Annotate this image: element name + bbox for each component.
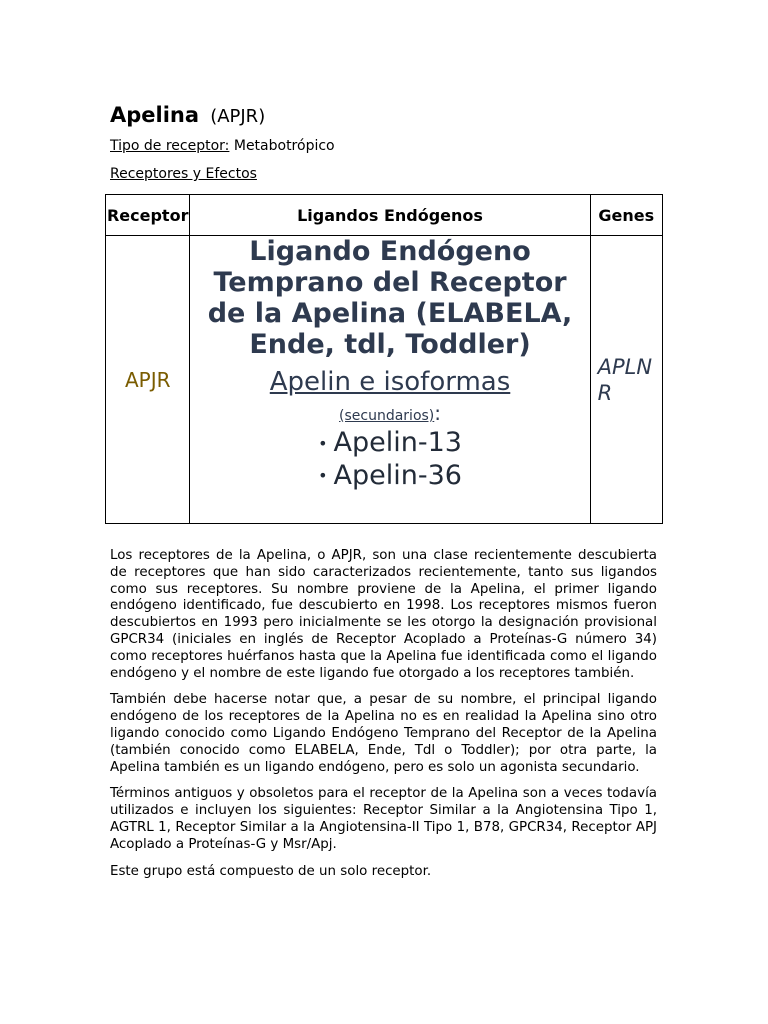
- paragraph: También debe hacerse notar que, a pesar de su nombre, el principal ligando endógeno de los receptores de la Apelina no es en realidad la Apelina sino otro ligando conocido como Ligando Endógeno Temprano del Receptor de la Apelina (también conocido como ELABELA, Ende, Tdl o Toddler); por otra parte, la Apelina también es un ligando endógeno, pero es solo un agonista secundario.: [110, 692, 657, 775]
- ligand-primary: Ligando Endógeno Temprano del Receptor de la Apelina (ELABELA, Ende, tdl, Toddler): [207, 236, 573, 360]
- table-row: [106, 236, 663, 524]
- list-item: [190, 427, 589, 460]
- page-title: [110, 96, 660, 126]
- document-header: [110, 96, 660, 184]
- ligand-secondary-note: (secundarios): [339, 408, 435, 424]
- list-item: [190, 460, 589, 493]
- receptor-type-value: Metabotrópico: [233, 138, 335, 154]
- paragraph: Este grupo está compuesto de un solo receptor.: [110, 863, 432, 879]
- receptor-cell: APJR: [106, 236, 190, 524]
- section-label: Receptores y Efectos: [110, 166, 257, 182]
- ligand-secondary-colon: :: [434, 401, 442, 425]
- ligand-cell: [190, 236, 590, 524]
- header-ligands: Ligandos Endógenos: [190, 195, 590, 236]
- isoform-label: Apelin-13: [333, 427, 462, 458]
- title-suffix: (APJR): [210, 106, 266, 127]
- bullet-icon: •: [318, 466, 328, 485]
- title-main: Apelina: [110, 103, 200, 127]
- receptor-type-label: Tipo de receptor:: [110, 138, 230, 154]
- paragraph: Términos antiguos y obsoletos para el receptor de la Apelina son a veces todavía utilizados e incluyen los siguientes: Receptor Similar a la Angiotensina Tipo 1, AGTRL 1, Receptor Similar a la Angiotensina-II Tipo 1, B78, GPCR34, Receptor APJ Acoplado a Proteínas-G y Msr/Apj.: [110, 786, 657, 852]
- receptor-table: [105, 194, 663, 524]
- isoform-label: Apelin-36: [333, 459, 462, 491]
- paragraph: Los receptores de la Apelina, o APJR, son una clase recientemente descubierta de receptores que han sido caracterizados recientemente, tanto sus ligandos como sus receptores. Su nombre proviene de la Apelina, el primer ligando endógeno identificado, fue descubierto en 1998. Los receptores mismos fueron descubiertos en 1993 pero inicialmente se les otorgo la designación provisional GPCR34 (iniciales en inglés de Receptor Acoplado a Proteínas-G número 34) como receptores huérfanos hasta que la Apelina fue identificada como el ligando endógeno y el nombre de este ligando fue otorgado a los receptores también.: [110, 548, 657, 681]
- header-genes: Genes: [590, 195, 662, 236]
- table-header-row: [106, 195, 663, 236]
- ligand-secondary-title: Apelin e isoformas: [269, 367, 511, 397]
- genes-cell: APLNR: [590, 236, 662, 524]
- bullet-icon: •: [318, 433, 328, 453]
- body-text: [110, 548, 657, 890]
- receptor-type-line: [110, 136, 660, 156]
- isoform-list: [190, 427, 589, 492]
- section-heading: [110, 164, 660, 184]
- ligand-secondary-note-line: [190, 402, 589, 427]
- header-receptor: Receptor: [106, 195, 190, 236]
